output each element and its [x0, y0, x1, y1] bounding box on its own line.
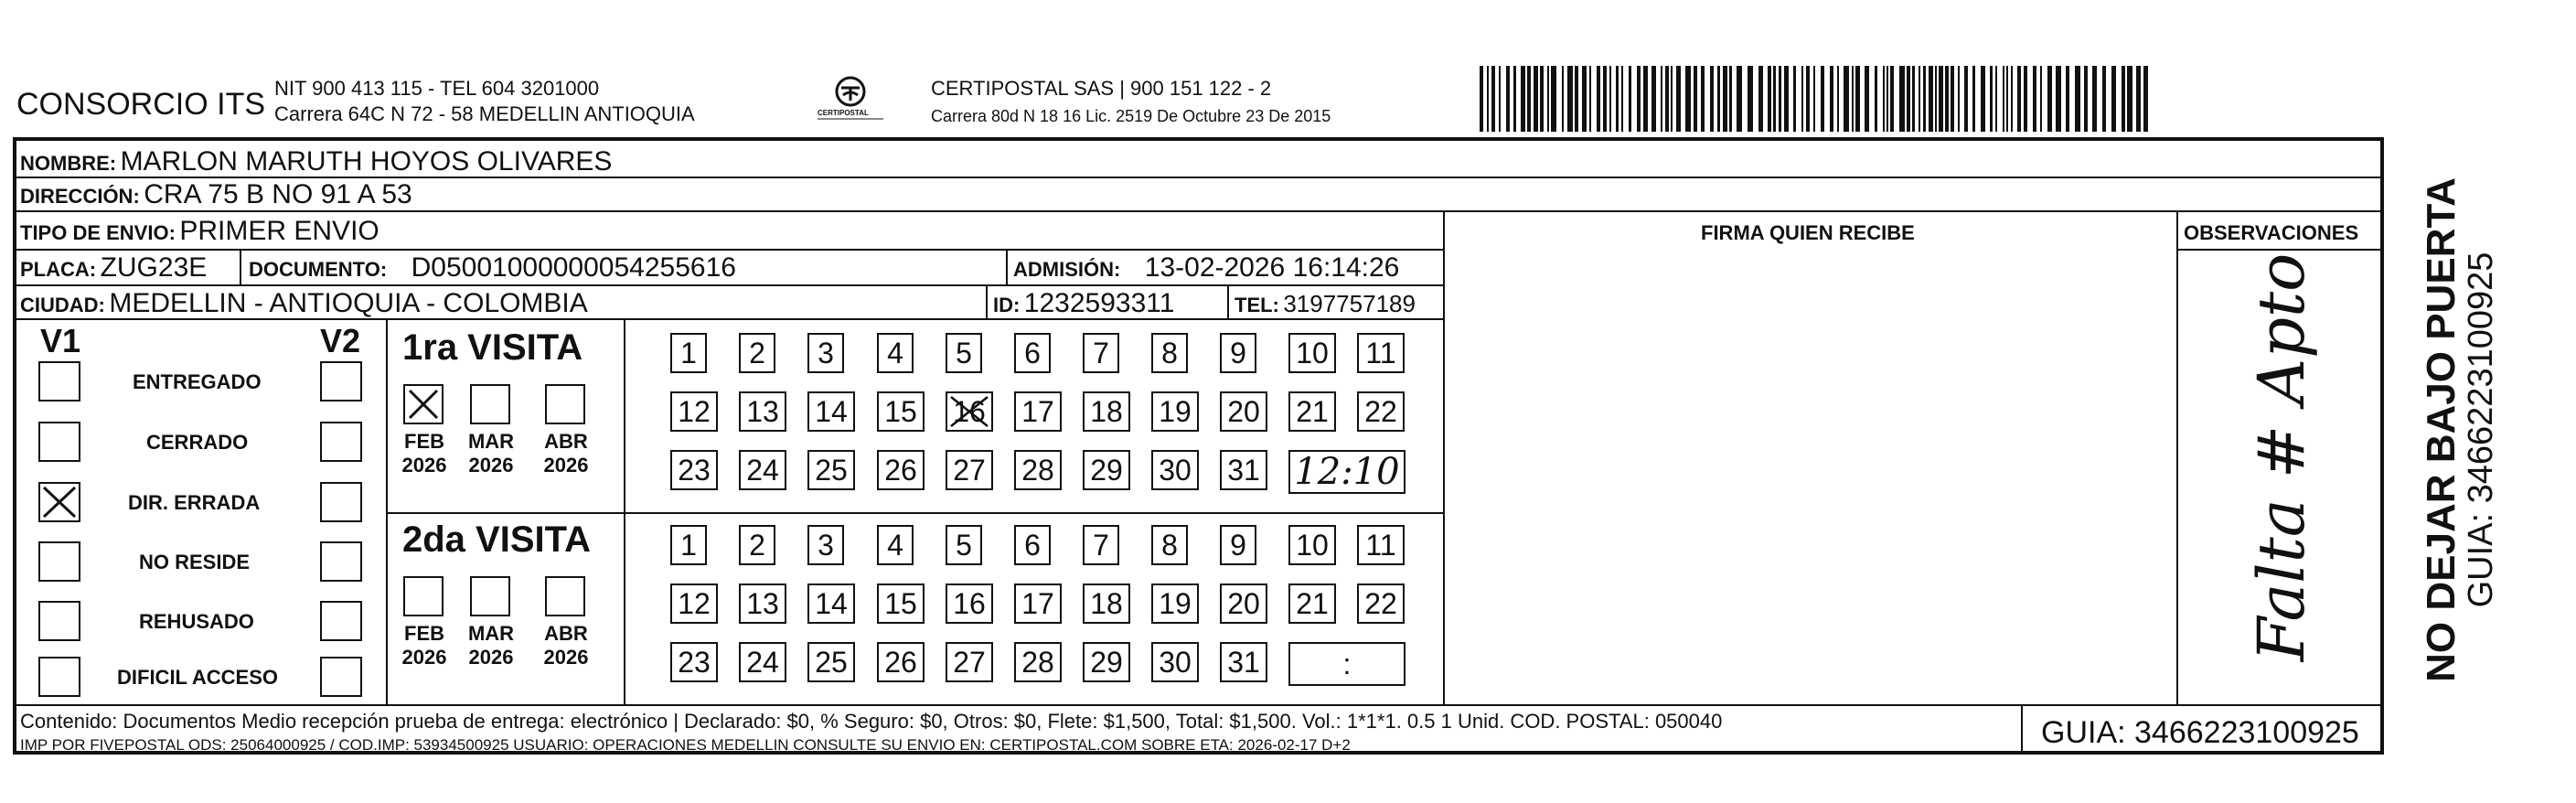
- second-visit-day-7[interactable]: 7: [1083, 525, 1119, 565]
- id-value: 1232593311: [1023, 288, 1175, 318]
- barcode: [1480, 66, 2156, 132]
- month-name: ABR: [544, 622, 588, 645]
- direccion-value: CRA 75 B NO 91 A 53: [144, 179, 412, 209]
- barcode-bar: [1964, 66, 1968, 132]
- status-option-label: DIR. ERRADA: [128, 491, 261, 514]
- month-name: MAR: [467, 622, 515, 645]
- v2-checkbox[interactable]: [320, 361, 362, 402]
- barcode-bar: [1899, 66, 1905, 132]
- second-visit-day-25[interactable]: 25: [807, 642, 855, 682]
- second-visit-day-18[interactable]: 18: [1083, 584, 1130, 624]
- month-year: 2026: [543, 646, 589, 669]
- barcode-bar: [1661, 66, 1662, 132]
- second-visit-day-24[interactable]: 24: [739, 642, 786, 682]
- barcode-bar: [1887, 66, 1888, 132]
- first-visit-day-15[interactable]: 15: [877, 391, 925, 432]
- barcode-bar: [1830, 66, 1833, 132]
- first-visit-day-24[interactable]: 24: [739, 450, 786, 490]
- second-visit-day-27[interactable]: 27: [946, 642, 993, 682]
- barcode-bar: [2075, 66, 2080, 132]
- imp-line: IMP POR FIVEPOSTAL ODS: 25064000925 / COD.IMP: 53934500925 USUARIO: OPERACIONES MEDELLIN CONSULTE SU ENVIO EN: CERTIPOSTAL.COM SOBRE ETA: 2026-02-17 D+2: [20, 736, 1351, 754]
- first-visit-month-checkbox-feb[interactable]: [403, 384, 444, 424]
- observaciones-header: OBSERVACIONES: [2184, 221, 2359, 244]
- barcode-bar: [1527, 66, 1531, 132]
- first-visit-month-checkbox-mar[interactable]: [470, 384, 510, 424]
- first-visit-day-30[interactable]: 30: [1151, 450, 1199, 490]
- second-visit-day-23[interactable]: 23: [670, 642, 718, 682]
- barcode-bar: [1651, 66, 1656, 132]
- contenido-line: Contenido: Documentos Medio recepción prueba de entrega: electrónico | Declarado: $0, % Seguro: $0, Otros: $0, Flete: $1,500, Total: $1,500. Vol.: 1*1*1. 0.5 1 Unid. COD. POSTAL: 050040: [20, 710, 1723, 733]
- second-visit-title: 2da VISITA: [402, 519, 591, 560]
- barcode-bar: [1729, 66, 1732, 132]
- v2-checkbox[interactable]: [320, 482, 362, 522]
- barcode-bar: [2136, 66, 2141, 132]
- nombre-value: MARLON MARUTH HOYOS OLIVARES: [120, 146, 613, 177]
- barcode-bar: [2040, 66, 2042, 132]
- barcode-bar: [1499, 66, 1501, 132]
- first-visit-day-7[interactable]: 7: [1083, 333, 1119, 373]
- barcode-bar: [1643, 66, 1648, 132]
- barcode-bar: [1806, 66, 1810, 132]
- certipostal-logo: [812, 75, 889, 126]
- first-visit-day-22[interactable]: 22: [1357, 391, 1405, 432]
- barcode-bar: [1929, 66, 1933, 132]
- barcode-bar: [1923, 66, 1926, 132]
- documento-label: DOCUMENTO:: [249, 258, 388, 281]
- second-visit-month-label: [392, 622, 456, 670]
- first-visit-day-18[interactable]: 18: [1083, 391, 1130, 432]
- barcode-bar: [1480, 66, 1483, 132]
- first-visit-day-2[interactable]: 2: [739, 333, 775, 373]
- first-visit-month-label: [392, 430, 456, 478]
- barcode-bar: [2092, 66, 2097, 132]
- company-name: CONSORCIO ITS: [16, 87, 266, 122]
- documento-value: D05001000000054255616: [411, 252, 736, 283]
- first-visit-day-27[interactable]: 27: [946, 450, 993, 490]
- check-x-icon: [947, 393, 991, 430]
- barcode-bar: [1685, 66, 1691, 132]
- barcode-bar: [1972, 66, 1975, 132]
- second-visit-day-6[interactable]: 6: [1014, 525, 1051, 565]
- first-visit-day-29[interactable]: 29: [1083, 450, 1130, 490]
- barcode-bar: [1768, 66, 1771, 132]
- second-visit-time-box[interactable]: :: [1288, 642, 1406, 686]
- barcode-bar: [1629, 66, 1631, 132]
- barcode-bar: [1951, 66, 1954, 132]
- v1-checkbox[interactable]: [38, 541, 80, 582]
- first-visit-day-6[interactable]: 6: [1014, 333, 1051, 373]
- first-visit-month-label: [459, 430, 523, 478]
- first-visit-day-12[interactable]: 12: [670, 391, 718, 432]
- barcode-bar: [2102, 66, 2106, 132]
- second-visit-day-21[interactable]: 21: [1288, 584, 1336, 624]
- barcode-bar: [1981, 66, 1985, 132]
- v1-checkbox[interactable]: [38, 482, 80, 522]
- second-visit-day-26[interactable]: 26: [877, 642, 925, 682]
- second-visit-day-17[interactable]: 17: [1014, 584, 1062, 624]
- barcode-bar: [1773, 66, 1776, 132]
- v2-checkbox[interactable]: [320, 657, 362, 697]
- barcode-bar: [1779, 66, 1781, 132]
- v2-checkbox[interactable]: [320, 541, 362, 582]
- barcode-bar: [1958, 66, 1960, 132]
- tel-label: TEL:: [1235, 294, 1279, 316]
- barcode-bar: [2047, 66, 2052, 132]
- carrier-line: CERTIPOSTAL SAS | 900 151 122 - 2: [931, 77, 1272, 100]
- second-visit-month-checkbox-feb[interactable]: [403, 576, 444, 616]
- first-visit-day-26[interactable]: 26: [877, 450, 925, 490]
- barcode-bar: [1855, 66, 1860, 132]
- barcode-bar: [1637, 66, 1641, 132]
- id-label: ID:: [993, 294, 1021, 316]
- first-visit-day-5[interactable]: 5: [946, 333, 982, 373]
- check-x-icon: [405, 386, 442, 423]
- barcode-bar: [2122, 66, 2125, 132]
- barcode-bar: [1875, 66, 1877, 132]
- barcode-bar: [1990, 66, 1993, 132]
- status-option-label: REHUSADO: [139, 610, 254, 633]
- first-visit-day-11[interactable]: 11: [1357, 333, 1405, 373]
- first-visit-day-13[interactable]: 13: [739, 391, 786, 432]
- barcode-bar: [2084, 66, 2088, 132]
- second-visit-day-15[interactable]: 15: [877, 584, 925, 624]
- barcode-bar: [2003, 66, 2004, 132]
- v2-label: V2: [320, 322, 361, 359]
- second-visit-day-3[interactable]: 3: [807, 525, 844, 565]
- tipo-label: TIPO DE ENVIO:: [20, 221, 176, 244]
- address-line: Carrera 64C N 72 - 58 MEDELLIN ANTIOQUIA: [274, 102, 695, 125]
- first-visit-day-23[interactable]: 23: [670, 450, 718, 490]
- first-visit-day-8[interactable]: 8: [1151, 333, 1188, 373]
- second-visit-day-14[interactable]: 14: [807, 584, 855, 624]
- first-visit-day-3[interactable]: 3: [807, 333, 844, 373]
- second-visit-day-12[interactable]: 12: [670, 584, 718, 624]
- barcode-bar: [1506, 66, 1510, 132]
- tel-value: 3197757189: [1283, 290, 1416, 317]
- v1-checkbox[interactable]: [38, 422, 80, 462]
- barcode-bar: [2006, 66, 2008, 132]
- side-warning: NO DEJAR BAJO PUERTA: [2419, 177, 2464, 682]
- barcode-bar: [1551, 66, 1556, 132]
- barcode-bar: [1491, 66, 1495, 132]
- second-visit-day-16[interactable]: 16: [946, 584, 993, 624]
- barcode-bar: [1540, 66, 1544, 132]
- month-name: MAR: [467, 430, 515, 453]
- firma-header: FIRMA QUIEN RECIBE: [1701, 221, 1915, 244]
- barcode-bar: [2024, 66, 2027, 132]
- second-visit-day-28[interactable]: 28: [1014, 642, 1062, 682]
- status-option-label: NO RESIDE: [139, 551, 251, 573]
- barcode-bar: [1665, 66, 1669, 132]
- barcode-bar: [1487, 66, 1489, 132]
- barcode-bar: [2143, 66, 2148, 132]
- month-year: 2026: [543, 454, 589, 477]
- barcode-bar: [1597, 66, 1600, 132]
- barcode-bar: [1784, 66, 1789, 132]
- second-visit-month-label: [459, 622, 523, 670]
- v1-checkbox[interactable]: [38, 601, 80, 641]
- admision-value: 13-02-2026 16:14:26: [1144, 252, 1400, 283]
- barcode-bar: [1582, 66, 1587, 132]
- barcode-bar: [1676, 66, 1681, 132]
- barcode-bar: [1939, 66, 1943, 132]
- v1-checkbox[interactable]: [38, 361, 80, 402]
- v1-checkbox[interactable]: [38, 657, 80, 697]
- second-visit-day-8[interactable]: 8: [1151, 525, 1188, 565]
- second-visit-day-31[interactable]: 31: [1220, 642, 1267, 682]
- first-visit-day-31[interactable]: 31: [1220, 450, 1267, 490]
- month-year: 2026: [468, 454, 514, 477]
- barcode-bar: [1621, 66, 1623, 132]
- barcode-bar: [1865, 66, 1869, 132]
- barcode-bar: [2017, 66, 2021, 132]
- barcode-bar: [1912, 66, 1915, 132]
- first-visit-day-21[interactable]: 21: [1288, 391, 1336, 432]
- barcode-bar: [1907, 66, 1910, 132]
- barcode-bar: [2033, 66, 2036, 132]
- tipo-value: PRIMER ENVIO: [179, 216, 379, 246]
- barcode-bar: [1575, 66, 1578, 132]
- day-number: 16: [953, 394, 986, 428]
- second-visit-day-19[interactable]: 19: [1151, 584, 1199, 624]
- barcode-bar: [1801, 66, 1803, 132]
- barcode-bar: [1567, 66, 1573, 132]
- barcode-bar: [1521, 66, 1525, 132]
- first-visit-day-19[interactable]: 19: [1151, 391, 1199, 432]
- second-visit-day-2[interactable]: 2: [739, 525, 775, 565]
- barcode-bar: [1890, 66, 1894, 132]
- footer-guia: GUIA: 3466223100925: [2041, 715, 2359, 750]
- first-visit-month-checkbox-abr[interactable]: [545, 384, 585, 424]
- first-visit-day-16[interactable]: [946, 391, 993, 432]
- first-visit-day-28[interactable]: 28: [1014, 450, 1062, 490]
- first-visit-day-10[interactable]: 10: [1288, 333, 1336, 373]
- status-option-label: CERRADO: [146, 431, 249, 454]
- barcode-bar: [2111, 66, 2116, 132]
- barcode-bar: [1589, 66, 1591, 132]
- second-visit-day-22[interactable]: 22: [1357, 584, 1405, 624]
- second-visit-day-20[interactable]: 20: [1220, 584, 1267, 624]
- second-visit-day-4[interactable]: 4: [877, 525, 914, 565]
- first-visit-day-1[interactable]: 1: [670, 333, 707, 373]
- month-name: FEB: [404, 430, 444, 453]
- nit-line: NIT 900 413 115 - TEL 604 3201000: [274, 77, 600, 100]
- barcode-bar: [1694, 66, 1697, 132]
- barcode-bar: [1935, 66, 1937, 132]
- second-visit-month-checkbox-mar[interactable]: [470, 576, 510, 616]
- side-guia: GUIA: 3466223100925: [2462, 252, 2500, 608]
- ciudad-value: MEDELLIN - ANTIOQUIA - COLOMBIA: [109, 288, 588, 318]
- month-name: FEB: [404, 622, 444, 645]
- barcode-bar: [1710, 66, 1714, 132]
- status-option-label: ENTREGADO: [133, 370, 262, 393]
- barcode-bar: [1844, 66, 1849, 132]
- first-visit-day-14[interactable]: 14: [807, 391, 855, 432]
- barcode-bar: [1513, 66, 1516, 132]
- first-visit-time-box[interactable]: 12:10: [1288, 450, 1406, 494]
- first-visit-month-label: [534, 430, 598, 478]
- barcode-bar: [2066, 66, 2069, 132]
- barcode-bar: [1534, 66, 1538, 132]
- carrier-address: Carrera 80d N 18 16 Lic. 2519 De Octubre 23 De 2015: [931, 107, 1331, 125]
- barcode-bar: [1603, 66, 1607, 132]
- admision-label: ADMISIÓN:: [1013, 258, 1121, 281]
- check-x-icon: [40, 484, 79, 520]
- month-year: 2026: [401, 646, 447, 669]
- nombre-label: NOMBRE:: [20, 152, 117, 175]
- barcode-bar: [1547, 66, 1549, 132]
- barcode-bar: [1748, 66, 1753, 132]
- barcode-bar: [1723, 66, 1727, 132]
- barcode-bar: [1562, 66, 1564, 132]
- ciudad-label: CIUDAD:: [20, 294, 105, 316]
- first-visit-day-9[interactable]: 9: [1220, 333, 1256, 373]
- barcode-bar: [1701, 66, 1705, 132]
- barcode-bar: [1671, 66, 1673, 132]
- second-visit-day-13[interactable]: 13: [739, 584, 786, 624]
- barcode-bar: [1821, 66, 1824, 132]
- v2-checkbox[interactable]: [320, 601, 362, 641]
- barcode-bar: [1758, 66, 1763, 132]
- barcode-bar: [2056, 66, 2061, 132]
- barcode-bar: [1945, 66, 1949, 132]
- first-visit-day-25[interactable]: 25: [807, 450, 855, 490]
- barcode-bar: [1813, 66, 1815, 132]
- barcode-bar: [2011, 66, 2013, 132]
- logo-icon: [812, 75, 889, 126]
- second-visit-month-label: [534, 622, 598, 670]
- logo-text: CERTIPOSTAL: [818, 109, 869, 117]
- barcode-bar: [2127, 66, 2132, 132]
- barcode-bar: [1609, 66, 1611, 132]
- month-year: 2026: [468, 646, 514, 669]
- second-visit-day-1[interactable]: 1: [670, 525, 707, 565]
- barcode-bar: [1883, 66, 1885, 132]
- barcode-bar: [1717, 66, 1720, 132]
- barcode-bar: [1616, 66, 1619, 132]
- month-name: ABR: [544, 430, 588, 453]
- second-visit-day-10[interactable]: 10: [1288, 525, 1336, 565]
- barcode-bar: [1793, 66, 1796, 132]
- month-year: 2026: [401, 454, 447, 477]
- first-visit-day-4[interactable]: 4: [877, 333, 914, 373]
- placa-label: PLACA:: [20, 258, 97, 281]
- v1-label: V1: [40, 322, 81, 359]
- second-visit-day-11[interactable]: 11: [1357, 525, 1405, 565]
- second-visit-day-5[interactable]: 5: [946, 525, 982, 565]
- second-visit-month-checkbox-abr[interactable]: [545, 576, 585, 616]
- first-visit-day-20[interactable]: 20: [1220, 391, 1267, 432]
- placa-value: ZUG23E: [100, 252, 208, 283]
- barcode-bar: [1852, 66, 1854, 132]
- second-visit-day-29[interactable]: 29: [1083, 642, 1130, 682]
- second-visit-day-9[interactable]: 9: [1220, 525, 1256, 565]
- status-option-label: DIFICIL ACCESO: [117, 666, 279, 689]
- barcode-bar: [1737, 66, 1742, 132]
- barcode-bar: [1919, 66, 1920, 132]
- first-visit-day-17[interactable]: 17: [1014, 391, 1062, 432]
- direccion-label: DIRECCIÓN:: [20, 185, 140, 208]
- barcode-bar: [1837, 66, 1839, 132]
- first-visit-title: 1ra VISITA: [402, 327, 583, 368]
- barcode-bar: [1995, 66, 1997, 132]
- second-visit-day-30[interactable]: 30: [1151, 642, 1199, 682]
- v2-checkbox[interactable]: [320, 422, 362, 462]
